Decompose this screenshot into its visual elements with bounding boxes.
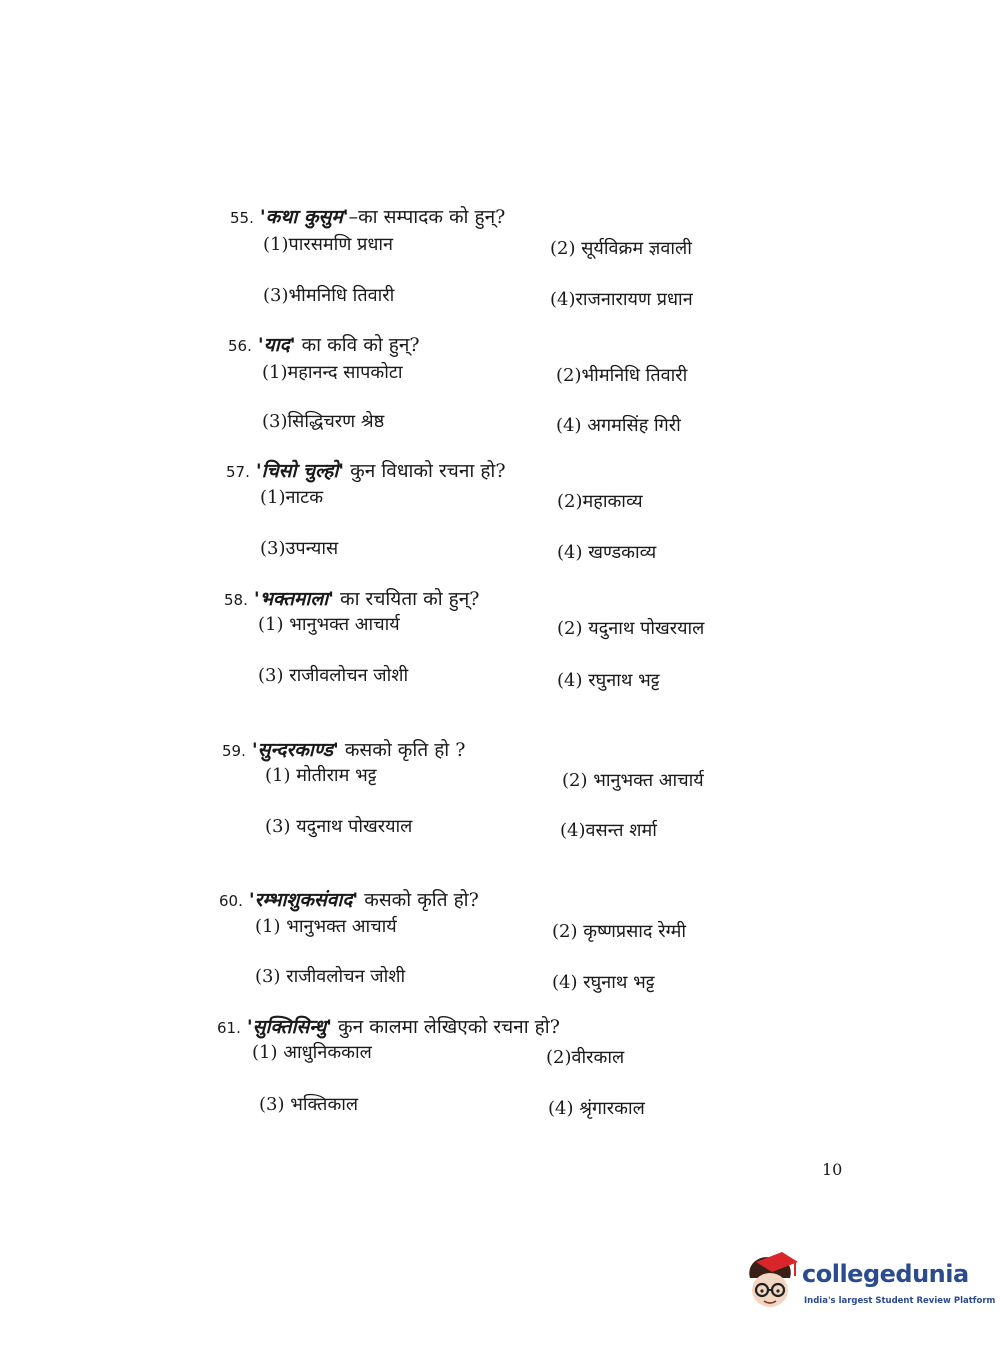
question-text: कुन कालमा लेखिएको रचना हो? bbox=[332, 1016, 560, 1038]
option-61-1: (1) आधुनिककाल bbox=[252, 1042, 372, 1063]
page-number: 10 bbox=[822, 1160, 843, 1179]
question-title: 'याद' bbox=[257, 334, 296, 356]
question-text: –का सम्पादक को हुन्? bbox=[348, 206, 506, 228]
question-56 bbox=[228, 336, 420, 355]
option-58-3: (3) राजीवलोचन जोशी bbox=[258, 665, 409, 686]
question-55 bbox=[230, 208, 505, 227]
option-58-2: (2) यदुनाथ पोखरयाल bbox=[557, 618, 705, 639]
question-number: 61. bbox=[217, 1019, 241, 1037]
question-57 bbox=[226, 462, 506, 481]
option-58-4: (4) रघुनाथ भट्ट bbox=[557, 670, 660, 691]
option-55-4: (4)राजनारायण प्रधान bbox=[550, 289, 693, 310]
option-57-3: (3)उपन्यास bbox=[260, 538, 339, 559]
option-59-2: (2) भानुभक्त आचार्य bbox=[562, 770, 704, 791]
question-title: 'सुक्तिसिन्धु' bbox=[246, 1016, 332, 1038]
option-55-2: (2) सूर्यविक्रम ज्ञवाली bbox=[550, 238, 692, 259]
question-text: कसको कृति हो? bbox=[358, 889, 479, 911]
option-57-4: (4) खण्डकाव्य bbox=[557, 542, 657, 563]
option-60-3: (3) राजीवलोचन जोशी bbox=[255, 966, 406, 987]
option-56-3: (3)सिद्धिचरण श्रेष्ठ bbox=[262, 411, 385, 432]
question-number: 56. bbox=[228, 337, 252, 355]
question-number: 59. bbox=[222, 742, 246, 760]
option-61-4: (4) श्रृंगारकाल bbox=[548, 1098, 645, 1119]
question-58 bbox=[224, 590, 480, 609]
option-61-2: (2)वीरकाल bbox=[546, 1047, 625, 1068]
logo-tagline: India's largest Student Review Platform bbox=[804, 1296, 996, 1306]
question-61 bbox=[217, 1018, 560, 1037]
logo-name: collegedunia bbox=[802, 1260, 969, 1288]
option-58-1: (1) भानुभक्त आचार्य bbox=[258, 614, 400, 635]
question-text: कसको कृति हो ? bbox=[338, 739, 466, 761]
question-number: 58. bbox=[224, 591, 248, 609]
student-mascot-icon bbox=[742, 1250, 800, 1312]
collegedunia-logo bbox=[742, 1250, 996, 1320]
option-57-1: (1)नाटक bbox=[260, 487, 324, 508]
option-55-3: (3)भीमनिधि तिवारी bbox=[263, 285, 395, 306]
option-60-2: (2) कृष्णप्रसाद रेग्मी bbox=[552, 921, 687, 942]
option-61-3: (3) भक्तिकाल bbox=[259, 1094, 359, 1115]
question-text: का कवि को हुन्? bbox=[295, 334, 420, 356]
option-60-1: (1) भानुभक्त आचार्य bbox=[255, 916, 397, 937]
question-number: 55. bbox=[230, 209, 254, 227]
question-title: 'रम्भाशुकसंवाद' bbox=[248, 889, 359, 911]
question-number: 57. bbox=[226, 463, 250, 481]
question-number: 60. bbox=[219, 892, 243, 910]
option-59-3: (3) यदुनाथ पोखरयाल bbox=[265, 816, 413, 837]
option-57-2: (2)महाकाव्य bbox=[557, 491, 643, 512]
question-title: 'कथा कुसुम' bbox=[259, 206, 349, 228]
question-59 bbox=[222, 741, 465, 760]
question-text: कुन विधाको रचना हो? bbox=[344, 460, 506, 482]
question-60 bbox=[219, 891, 479, 910]
option-56-1: (1)महानन्द सापकोटा bbox=[262, 362, 403, 383]
option-56-4: (4) अगमसिंह गिरी bbox=[556, 415, 681, 436]
question-title: 'भक्तमाला' bbox=[253, 588, 334, 610]
option-59-1: (1) मोतीराम भट्ट bbox=[265, 765, 377, 786]
question-text: का रचयिता को हुन्? bbox=[333, 588, 480, 610]
option-60-4: (4) रघुनाथ भट्ट bbox=[552, 972, 655, 993]
option-56-2: (2)भीमनिधि तिवारी bbox=[556, 365, 688, 386]
option-55-1: (1)पारसमणि प्रधान bbox=[263, 234, 394, 255]
option-59-4: (4)वसन्त शर्मा bbox=[560, 820, 657, 841]
question-title: 'सुन्दरकाण्ड' bbox=[251, 739, 339, 761]
question-title: 'चिसो चुल्हो' bbox=[255, 460, 345, 482]
